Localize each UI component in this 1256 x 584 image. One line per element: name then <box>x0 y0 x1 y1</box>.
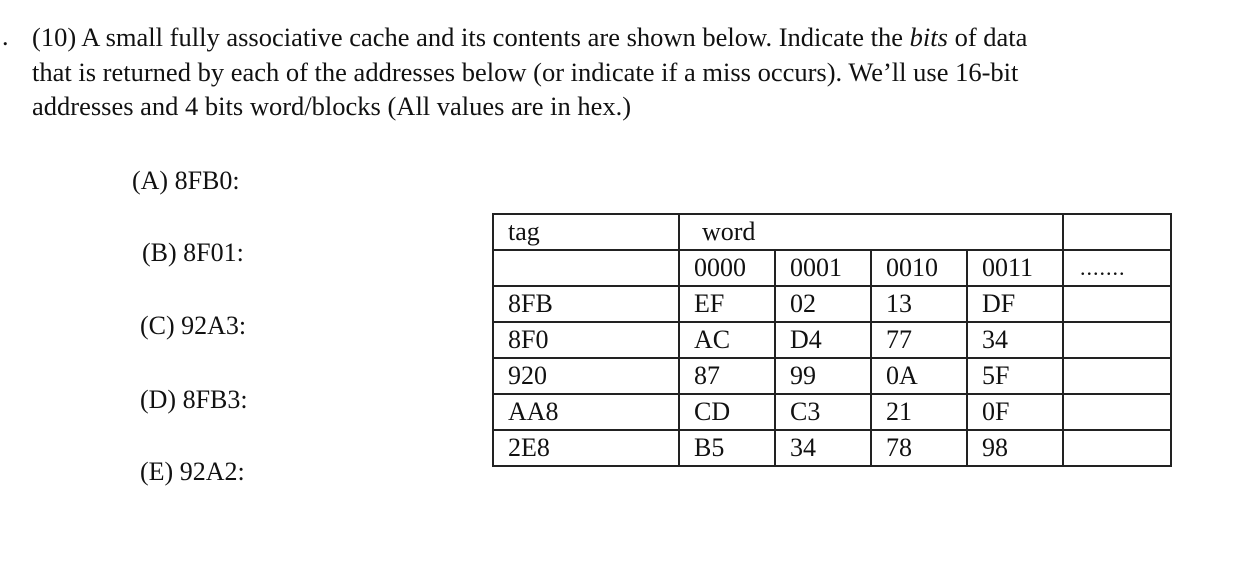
cache-word: 99 <box>775 358 871 394</box>
question-text <box>32 20 1232 124</box>
cache-word: 34 <box>967 322 1063 358</box>
cache-word: C3 <box>775 394 871 430</box>
cache-row <box>493 430 1171 466</box>
cache-tag: 920 <box>493 358 679 394</box>
cache-more-cell <box>1063 394 1171 430</box>
cache-tag: AA8 <box>493 394 679 430</box>
cache-word: 78 <box>871 430 967 466</box>
word-col-3: 0011 <box>967 250 1063 286</box>
more-columns-ellipsis: ....... <box>1063 250 1171 286</box>
cache-word: 77 <box>871 322 967 358</box>
cache-word: 5F <box>967 358 1063 394</box>
cache-table <box>492 213 1172 467</box>
cache-more-cell <box>1063 430 1171 466</box>
cache-header-row <box>493 214 1171 250</box>
cache-word: 13 <box>871 286 967 322</box>
cache-word: DF <box>967 286 1063 322</box>
cache-word: 0A <box>871 358 967 394</box>
question-line2: that is returned by each of the addresses below (or indicate if a miss occurs). We’ll use 16-bit <box>32 56 1019 87</box>
cache-row <box>493 358 1171 394</box>
subheader-empty <box>493 250 679 286</box>
question-line1-start: (10) A small fully associative cache and its contents are shown below. Indicate the <box>32 22 910 52</box>
cache-word: AC <box>679 322 775 358</box>
cache-more-cell <box>1063 286 1171 322</box>
cache-row <box>493 322 1171 358</box>
cache-word: EF <box>679 286 775 322</box>
cache-tag: 8FB <box>493 286 679 322</box>
word-col-1: 0001 <box>775 250 871 286</box>
cache-row <box>493 394 1171 430</box>
answer-item-b: (B) 8F01: <box>142 238 244 267</box>
cache-tag: 8F0 <box>493 322 679 358</box>
cache-subheader-row <box>493 250 1171 286</box>
word-col-0: 0000 <box>679 250 775 286</box>
cache-word: 87 <box>679 358 775 394</box>
list-bullet: . <box>2 22 9 51</box>
cache-more-cell <box>1063 322 1171 358</box>
header-word: word <box>679 214 1063 250</box>
cache-word: D4 <box>775 322 871 358</box>
question-line1-end: of data <box>947 22 1028 52</box>
cache-word: B5 <box>679 430 775 466</box>
answer-item-a: (A) 8FB0: <box>132 166 240 195</box>
cache-word: CD <box>679 394 775 430</box>
cache-more-cell <box>1063 358 1171 394</box>
answer-item-e: (E) 92A2: <box>140 457 245 486</box>
cache-word: 34 <box>775 430 871 466</box>
cache-word: 02 <box>775 286 871 322</box>
cache-tag: 2E8 <box>493 430 679 466</box>
answer-item-c: (C) 92A3: <box>140 311 247 340</box>
header-more <box>1063 214 1171 250</box>
cache-word: 0F <box>967 394 1063 430</box>
cache-word: 98 <box>967 430 1063 466</box>
answer-item-d: (D) 8FB3: <box>140 385 248 414</box>
word-col-2: 0010 <box>871 250 967 286</box>
question-line3: addresses and 4 bits word/blocks (All values are in hex.) <box>32 91 632 121</box>
cache-row <box>493 286 1171 322</box>
cache-word: 21 <box>871 394 967 430</box>
question-emphasis: bits <box>909 22 948 52</box>
header-tag: tag <box>493 214 679 250</box>
